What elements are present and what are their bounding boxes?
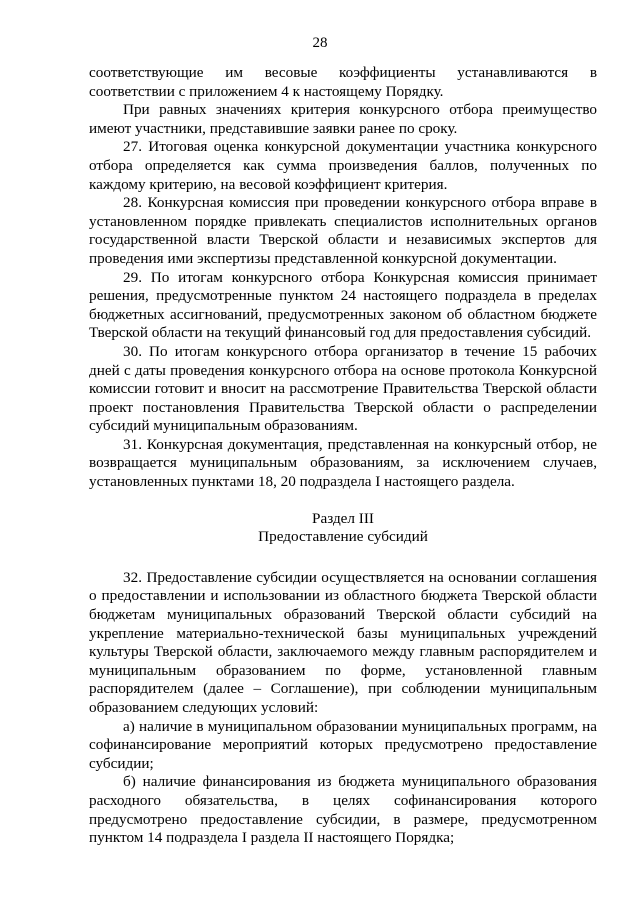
paragraph-28: 28. Конкурсная комиссия при проведении конкурсного отбора вправе в установленном порядке привлекать специалистов исполнительных органов государственной власти Тверской области и независимых экспертов для проведения ими экспертизы представленной конкурсной документации. xyxy=(89,194,597,267)
paragraph-32: 32. Предоставление субсидии осуществляется на основании соглашения о предоставлении и использовании из областного бюджета Тверской области бюджетам муниципальных образований Тверской области субсидий на укрепление материально-технической базы муниципальных учреждений культуры Тверской области, заключаемого между главным распорядителем и муниципальным образованием по форме, установленной главным распорядителем (далее – Соглашение), при соблюдении муниципальным образованием следующих условий: xyxy=(89,568,597,716)
paragraph-30: 30. По итогам конкурсного отбора организатор в течение 15 рабочих дней с даты проведения конкурсного отбора на основе протокола Конкурсной комиссии готовит и вносит на рассмотрение Правительства Тверской области проект постановления Правительства Тверской области о распределении субсидий муниципальным образованиям. xyxy=(89,342,597,435)
paragraph-32-b: б) наличие финансирования из бюджета муниципального образования расходного обязательства, в целях софинансирования которого предусмотрено предоставление субсидии, в размере, предусмотренном пунктом 14 подраздела I раздела II настоящего Порядка; xyxy=(89,773,597,847)
section-label: Раздел III xyxy=(312,509,374,527)
section-title: Предоставление субсидий xyxy=(258,528,428,546)
paragraph-32-a: а) наличие в муниципальном образовании муниципальных программ, на софинансирование мероприятий которых предусмотрено предоставление субсидии; xyxy=(89,717,597,772)
paragraph-31: 31. Конкурсная документация, представленная на конкурсный отбор, не возвращается муниципальным образованиям, за исключением случаев, установленных пунктами 18, 20 подраздела I настоящего раздела. xyxy=(89,435,597,491)
paragraph-continuation: соответствующие им весовые коэффициенты устанавливаются в соответствии с приложением 4 к настоящему Порядку. xyxy=(89,64,597,100)
paragraph-preference-rule: При равных значениях критерия конкурсного отбора преимущество имеют участники, представившие заявки ранее по сроку. xyxy=(89,101,597,137)
paragraph-29: 29. По итогам конкурсного отбора Конкурсная комиссия принимает решения, предусмотренные пунктом 24 настоящего подраздела в пределах бюджетных ассигнований, предусмотренных законом об областном бюджете Тверской области на текущий финансовый год для предоставления субсидий. xyxy=(89,268,597,342)
document-body xyxy=(89,64,597,848)
page-number: 28 xyxy=(312,35,328,51)
section-heading xyxy=(89,510,597,547)
paragraph-27: 27. Итоговая оценка конкурсной документации участника конкурсного отбора определяется как сумма произведения баллов, полученных по каждому критерию, на весовой коэффициент критерия. xyxy=(89,138,597,193)
section-spacer xyxy=(89,547,597,569)
